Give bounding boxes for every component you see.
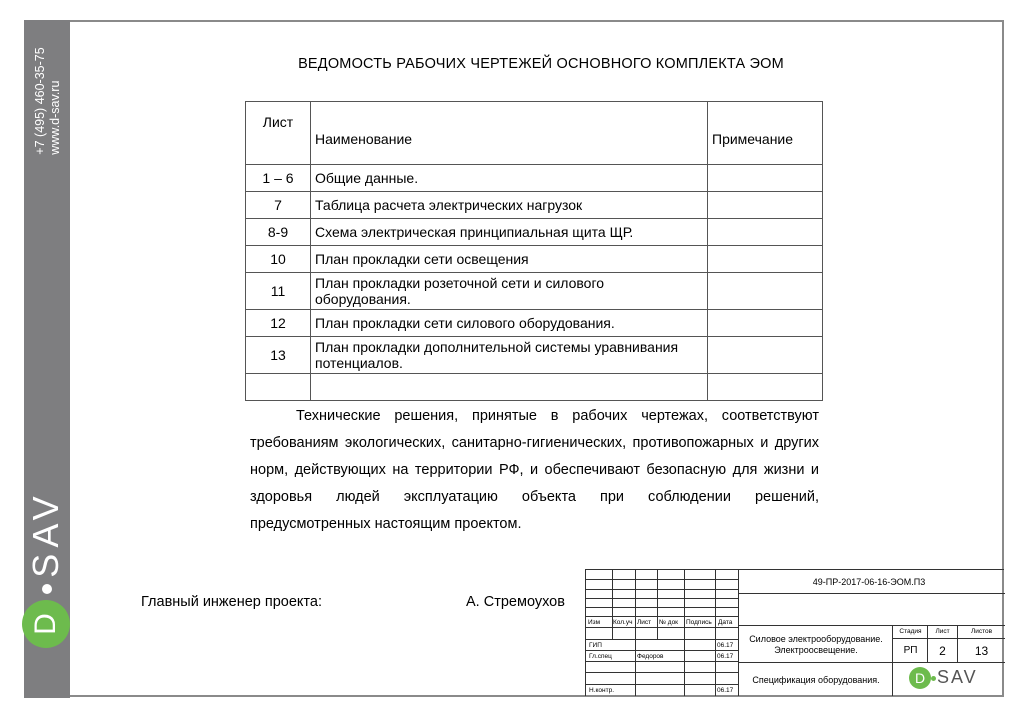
- table-row: [246, 192, 823, 219]
- document-title: ВЕДОМОСТЬ РАБОЧИХ ЧЕРТЕЖЕЙ ОСНОВНОГО КОМПЛЕКТА ЭОМ: [298, 56, 784, 72]
- row-note: [708, 165, 823, 192]
- sheets-value: 13: [974, 644, 989, 658]
- row-name: Таблица расчета электрических нагрузок: [311, 192, 708, 219]
- sheet-label: Лист: [935, 628, 950, 635]
- row-name: [311, 374, 708, 401]
- stamp-code: 49-ПР-2017-06-16-ЭОМ.П3: [812, 577, 926, 587]
- stamp-logo-dot: [931, 676, 936, 681]
- row-note: [708, 310, 823, 337]
- stamp-date: 06.17: [717, 687, 734, 694]
- signature-name: А. Стремоухов: [466, 594, 565, 610]
- row-sheet: 1 – 6: [246, 165, 311, 192]
- header-sheet: Лист: [246, 102, 311, 165]
- row-sheet: 12: [246, 310, 311, 337]
- sidebar-logo-circle: [22, 600, 70, 648]
- stamp-role: Н.контр.: [589, 687, 615, 694]
- row-name: План прокладки розеточной сети и силового оборудования.: [311, 273, 708, 310]
- table-row: [246, 273, 823, 310]
- stamp-date: 06.17: [717, 653, 734, 660]
- stamp-role: ГИП: [589, 642, 602, 649]
- sheets-label: Листов: [970, 628, 993, 635]
- body-paragraph: [250, 403, 819, 538]
- object-title-line1: Силовое электрооборудование.: [749, 634, 883, 644]
- paragraph-text: Технические решения, принятые в рабочих чертежах, соответствуют требованиям экологических, санитарно-гигиенических, противопожарных и других норм, действующих на территории РФ, и обеспечивают безопасную для жизни и здоровья людей эксплуатацию объекта при соблюдении решений, предусмотренных настоящим проектом.: [250, 408, 819, 532]
- website-url: www.d-sav.ru: [48, 80, 62, 155]
- sidebar-logo: [20, 490, 76, 658]
- row-note: [708, 246, 823, 273]
- sidebar-logo-dot: [42, 584, 52, 594]
- col-header: Кол.уч: [613, 619, 633, 626]
- stamp-date: 06.17: [717, 642, 734, 649]
- header-name: Наименование: [311, 102, 708, 165]
- sidebar-contacts: [28, 42, 68, 160]
- row-note: [708, 273, 823, 310]
- col-header: Подпись: [686, 619, 712, 626]
- table-row: [246, 165, 823, 192]
- row-note: [708, 192, 823, 219]
- row-sheet: [246, 374, 311, 401]
- row-sheet: 13: [246, 337, 311, 374]
- table-row: [246, 337, 823, 374]
- stamp-logo-circle: D: [909, 667, 931, 689]
- stamp-logo: [909, 667, 989, 693]
- table-header-row: [246, 102, 823, 165]
- sheet-title: Спецификация оборудования.: [752, 675, 880, 685]
- sheets-table: [245, 101, 823, 401]
- row-sheet: 8-9: [246, 219, 311, 246]
- header-note: Примечание: [708, 102, 823, 165]
- stamp-role: Гл.спец: [589, 653, 612, 660]
- table-row: [246, 310, 823, 337]
- col-header: Изм: [588, 619, 601, 626]
- phone-number: +7 (495) 460-35-75: [33, 47, 47, 155]
- row-note: [708, 337, 823, 374]
- sidebar-logo-text: SAV: [25, 490, 66, 578]
- table-row: [246, 219, 823, 246]
- col-header: Лист: [637, 619, 652, 626]
- row-name: Схема электрическая принципиальная щита ЩР.: [311, 219, 708, 246]
- row-sheet: 7: [246, 192, 311, 219]
- col-header: Дата: [718, 619, 733, 626]
- row-sheet: 10: [246, 246, 311, 273]
- row-name: План прокладки дополнительной системы уравнивания потенциалов.: [311, 337, 708, 374]
- signature-role: Главный инженер проекта:: [141, 594, 322, 610]
- table-row: [246, 374, 823, 401]
- row-name: План прокладки сети освещения: [311, 246, 708, 273]
- row-name: Общие данные.: [311, 165, 708, 192]
- object-title-line2: Электроосвещение.: [774, 645, 858, 655]
- stamp-logo-text: SAV: [937, 667, 978, 687]
- row-sheet: 11: [246, 273, 311, 310]
- sidebar-logo-letter: D: [28, 613, 62, 635]
- row-note: [708, 219, 823, 246]
- row-name: План прокладки сети силового оборудования.: [311, 310, 708, 337]
- table-row: [246, 246, 823, 273]
- sheet-value: 2: [939, 644, 946, 658]
- stage-value: РП: [903, 645, 918, 656]
- stage-label: Стадия: [899, 628, 922, 635]
- contacts-rotated: [33, 47, 63, 154]
- row-note: [708, 374, 823, 401]
- col-header: № док: [659, 619, 679, 626]
- stamp-person: Федоров: [637, 653, 664, 660]
